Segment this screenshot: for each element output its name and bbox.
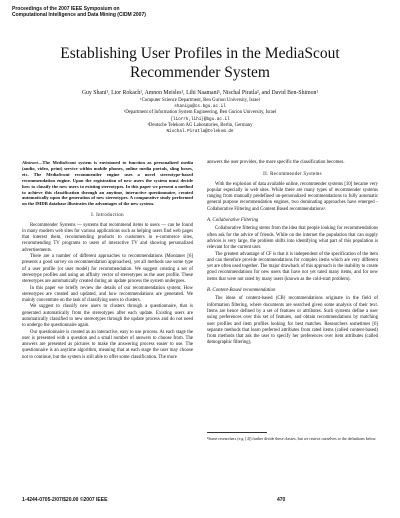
affiliation-line: ¹Department of Information System Engineering, Ben Gurion University, Israel xyxy=(123,110,277,116)
paragraph: We suggest to classify new users to clusters through a questionnaire, that is generated automatically from the stereotypes after each update. Existing users are automatically classified to new stereotypes through the update process and do not need to undergo the questionnaire again. xyxy=(22,304,193,329)
subsection-heading-collaborative-filtering: A. Collaborative Filtering xyxy=(207,218,259,224)
affiliation-line: ¹Computer Science Department, Ben Gurion University, Israel xyxy=(140,98,260,103)
section-heading-introduction: I. Introduction xyxy=(91,213,124,219)
affiliation-line: ²Deutsche Telekom AG Laboratories, Berlin, Germany xyxy=(147,122,253,128)
copyright-line: 1-4244-0705-2/07/$20.00 ©2007 IEEE xyxy=(22,497,108,503)
paragraph: The ideas of content-based (CB) recommendations originate in the field of information filtering, where documents are searched given some analysis of their text. Items are hence defined by a set of features or attributes. Such systems define a user using preferences over this set of features, and obtain recommendations by matching user profiles and item profiles looking for best matches. Researchers sometimes [6] separate methods that learn preferred attributes from rated items (called content-based) from methods that ask the user to specify her preferences over item attributes (called demographic filtering), xyxy=(207,296,378,346)
paper-title: Establishing User Profiles in the MediaScout Recommender System xyxy=(60,45,340,81)
affiliation-email: {liorrk,lihi}@bgu.ac.il xyxy=(170,116,230,122)
abstract xyxy=(22,160,193,207)
footnote: ¹Some researchers (e.g. [4]) further divide these classes, but we restrict ourselves to the definitions below. xyxy=(207,436,377,441)
abstract-label: Abstract xyxy=(22,160,38,165)
paragraph: Our questionnaire is created as an interactive, easy to use process. At each stage the user is presented with a question and a small number of answers to choose from. The answers are presented as pictures to make the answering process easier to use. The questionnaire is an anytime algorithm, meaning that at each stage the user may choose not to continue, but the system is still able to offer some classification. The more xyxy=(22,329,193,360)
right-column xyxy=(207,160,378,347)
paragraph: answers the user provides, the more specific the classification becomes. xyxy=(207,160,345,165)
author-list: Guy Shani¹, Lior Rokach¹, Amnon Meisles¹, Lihi Naamani¹, Nischal Piratla², and David Ben-Shimon¹ xyxy=(81,90,319,96)
paragraph: There are a number of different approaches to recommendations (Montaner [6] presents a good survey on recommendation approaches), yet all methods use some type of a user profile (or user model) for recommendation. We suggest creating a set of stereotype profiles and using an affinity vector of stereotypes as the user profile. These stereotypes are automatically created during an update process the system undergoes. xyxy=(22,254,193,285)
abstract-text: —The MediaScout system is envisioned to function as personalized media (audio, video, print) service within mobile phones, online media portals, sling boxes, etc. The MediaScout recommender engine uses a novel stereotype-based recommendation engine. Upon the registration of new users the system must decide how to classify the new users to existing stereotypes. In this paper we present a method to achieve this classification through an anytime, interactive questionnaire, created automatically upon the generation of new stereotypes. A comparative study performed on the IMDB database illustrates the advantages of the new system. xyxy=(22,160,193,207)
affiliation-email: Nischal.Piratla@telekom.de xyxy=(166,129,234,135)
paragraph: Recommender Systems — systems that recommend items to users — can be found in many modern web sites for various applications such as helping users find web pages that interest them, recommending products to customers in e-commerce sites, recommending TV programs to users of interactive TV and showing personalized advertisements. xyxy=(22,222,193,253)
affiliations xyxy=(0,98,400,135)
paragraph: In this paper we briefly review the details of our recommendation system; How stereotypes are created and updated, and how recommendations are generated. We mainly concentrate on the task of classifying users to clusters. xyxy=(22,285,193,304)
proceedings-header: Proceedings of the 2007 IEEE Symposium on Computational Intelligence and Data Mining (CIDM 2007) xyxy=(12,6,146,18)
paragraph: The greatest advantage of CF is that it is independent of the specification of the item and can therefore provide recommendations for complex items which are very different yet are often used together. The major drawback of this approach is the inability to create good recommendations for new users that have not yet rated many items, and for new items that were not rated by many users (known as the cold-start problem). xyxy=(207,251,378,282)
page-number: 470 xyxy=(277,497,286,503)
subsection-heading-content-based: B. Content-Based recommendation xyxy=(207,288,276,294)
footnote-divider xyxy=(207,432,267,433)
affiliation-email: shanigu@cs.bgu.ac.il xyxy=(174,104,226,110)
section-heading-recommender-systems: II. Recommender Systems xyxy=(263,172,322,178)
left-column xyxy=(22,160,193,361)
paragraph: With the explosion of data available online, recommender systems [10] became very popular especially in web sites. While there are many types of recommender systems ranging from manually predefined un-personalized recommendations to fully automatic general purpose recommendation engines, two dominating approaches have emerged - Collaborative Filtering and Content Based recommendations¹. xyxy=(207,181,378,212)
paragraph: Collaborative filtering stems from the idea that people looking for recommendations often ask for the advice of friends. While on the internet the population that can supply advices is very large, the problem shifts into identifying what part of this population is relevant for the current user. xyxy=(207,226,378,251)
